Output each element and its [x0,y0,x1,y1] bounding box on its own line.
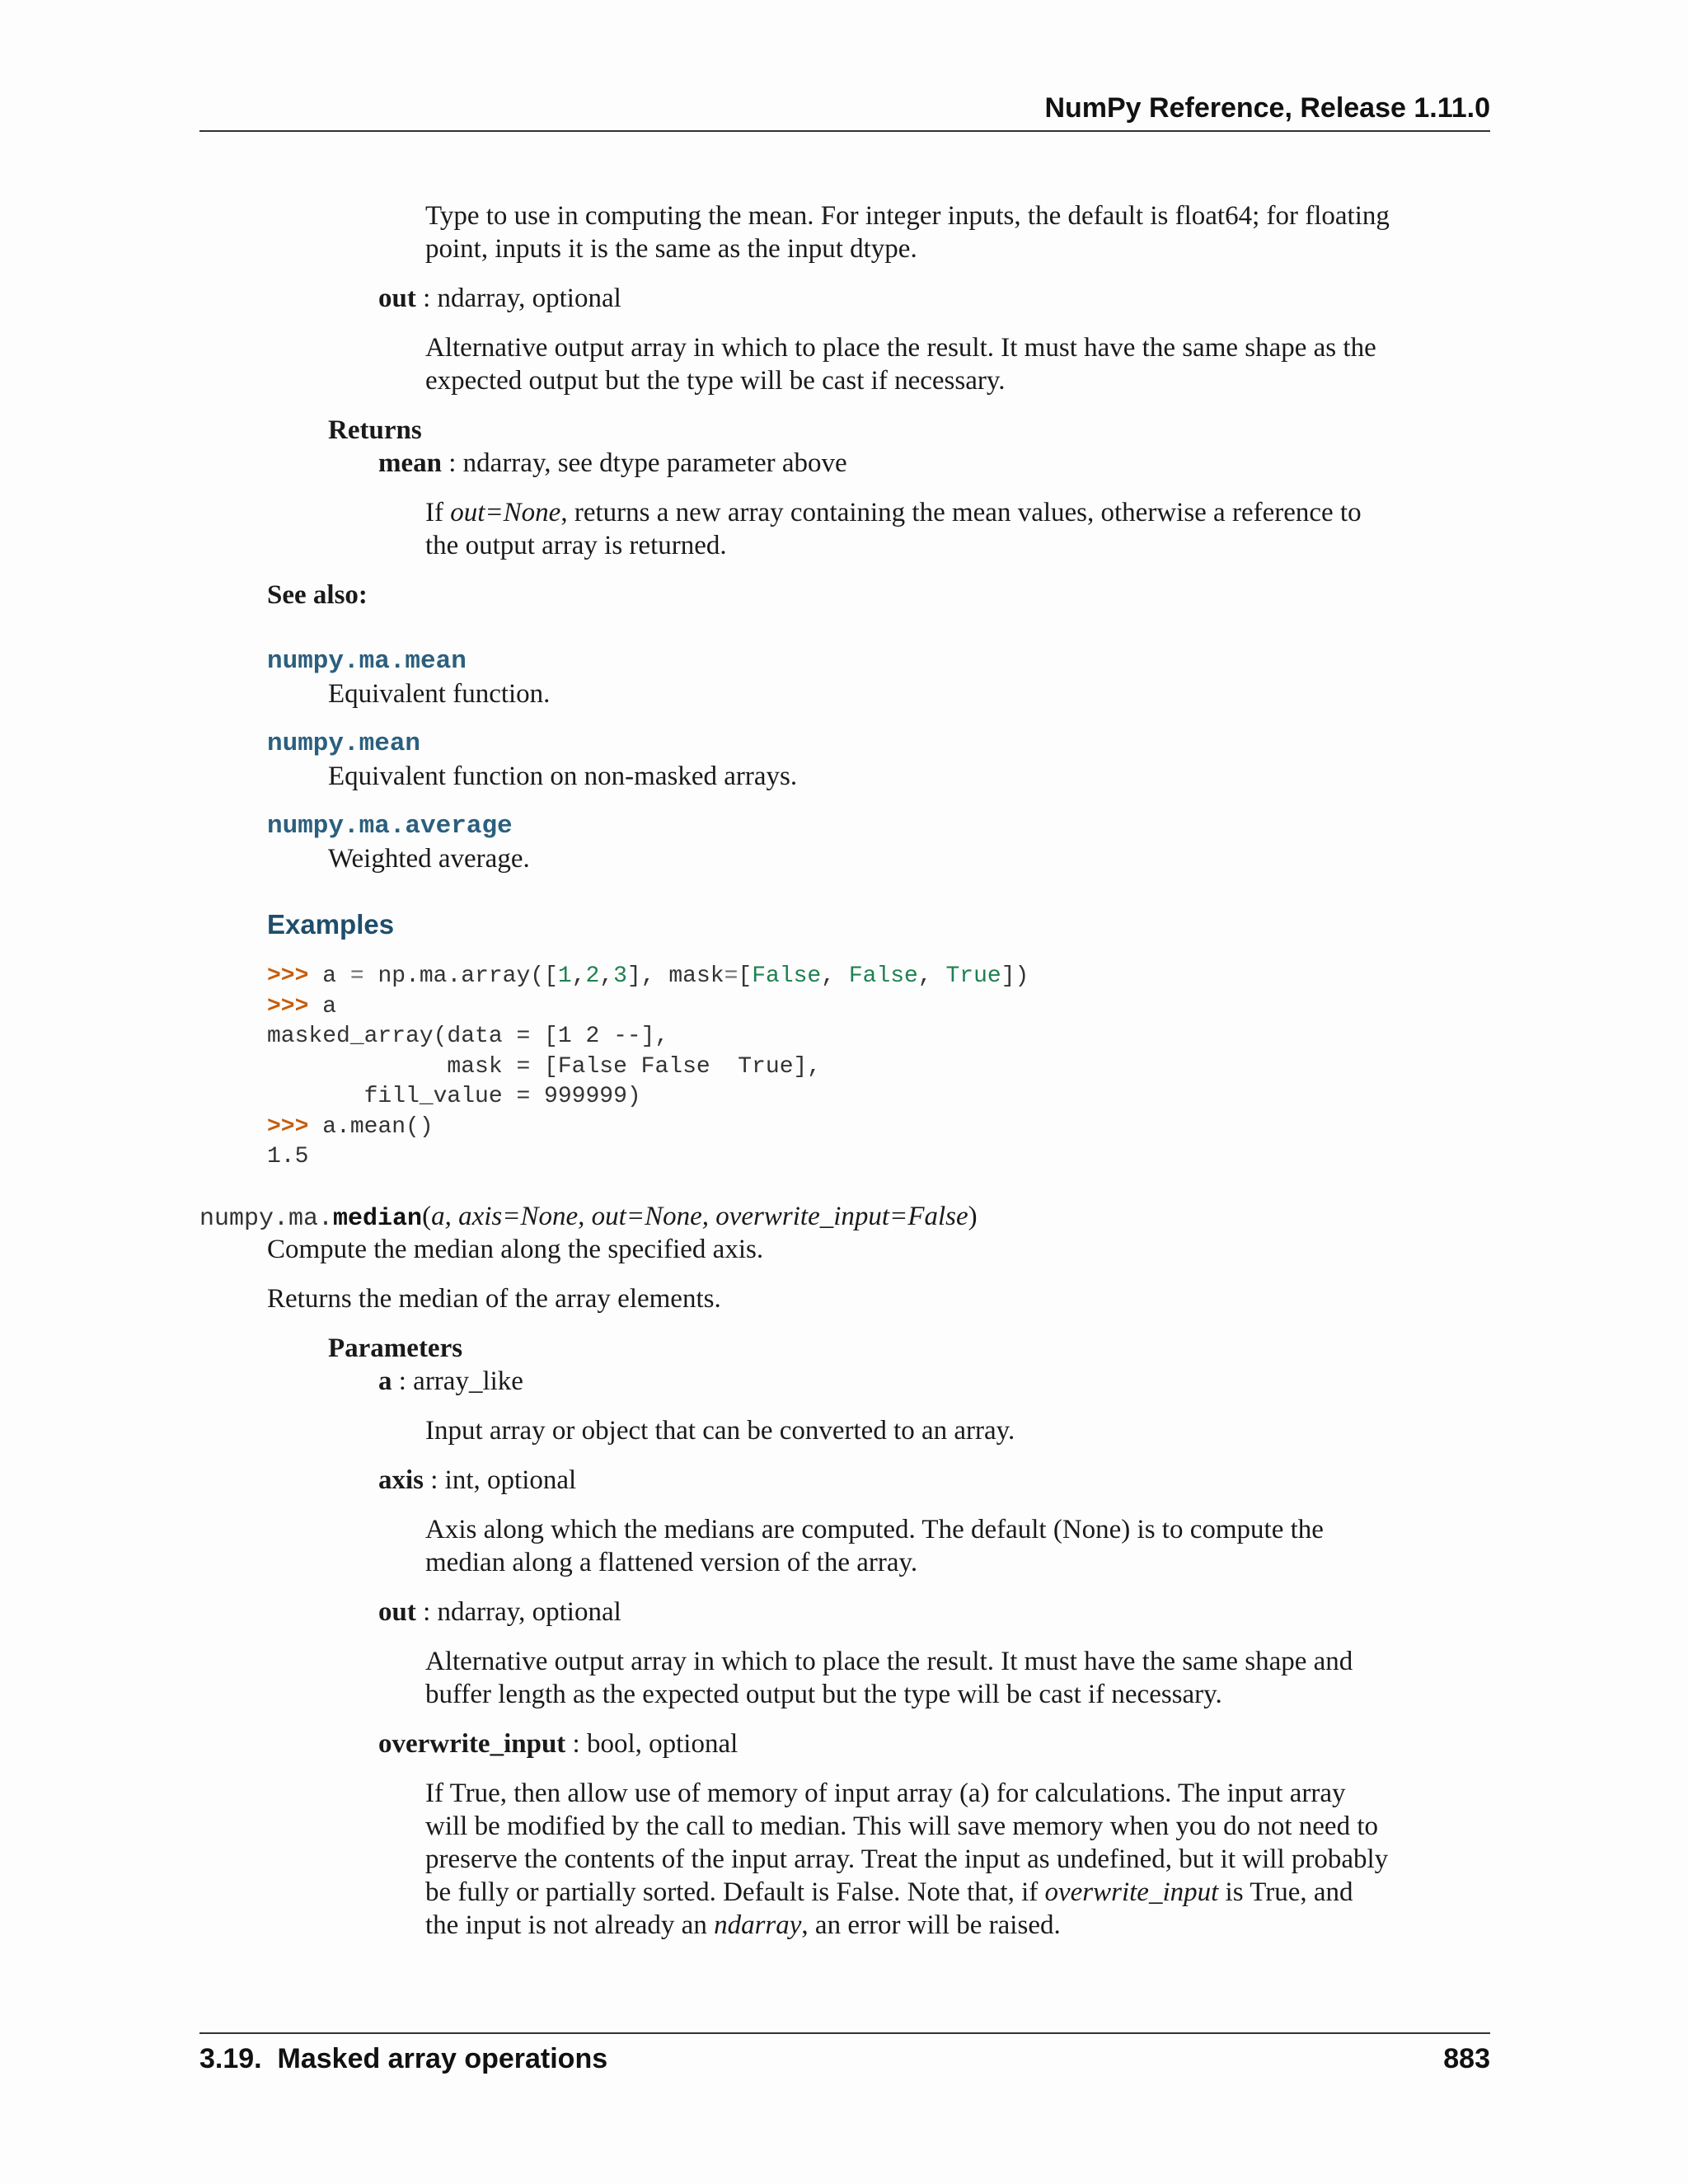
code-output: fill_value = 999999) [267,1084,641,1109]
return-mean-name: mean [378,448,442,478]
example-code-block [267,962,1029,1173]
footer-rule [199,2032,1490,2034]
prompt: >>> [267,1113,309,1140]
see-also-link-ma-mean[interactable]: numpy.ma.mean [267,647,467,676]
parameters-heading-text: Parameters [328,1333,463,1363]
code-keyword: False [848,963,918,989]
param-out [378,284,621,314]
param-axis [378,1465,576,1496]
desc-emphasis: overwrite_input [1044,1877,1219,1907]
param-out-description-1: Alternative output array in which to place the result. It must have the same shape and [425,1647,1353,1676]
median-returns-line: Returns the median of the array elements. [267,1284,721,1314]
code-token: , [917,963,946,989]
param-a-description: Input array or object that can be converted to an array. [425,1416,1015,1446]
param-out-name: out [378,284,416,313]
param-axis-description-1: Axis along which the medians are computed. The default (None) is to compute the [425,1515,1324,1544]
desc-text: is True, and [1218,1877,1353,1907]
return-desc-post: , returns a new array containing the mean values, otherwise a reference to [560,498,1362,527]
code-token: a.mean() [322,1113,434,1140]
see-also-heading-text: See also: [267,580,368,610]
desc-emphasis: ndarray [714,1910,802,1940]
param-overwrite-description-4 [425,1877,1353,1908]
code-token: ], mask [626,963,724,989]
out-description-line-2: expected output but the type will be cast if necessary. [425,366,1006,396]
param-overwrite-description-2: will be modified by the call to median. This will save memory when you do not need to [425,1811,1378,1841]
signature-params: a, axis=None, out=None, overwrite_input=False [431,1202,968,1231]
return-desc-pre: If [425,498,451,527]
code-output: 1.5 [267,1144,309,1169]
code-token: , [571,963,586,989]
parameters-heading [328,1333,462,1364]
median-summary: Compute the median along the specified axis. [267,1235,764,1264]
param-overwrite-input-type: : bool, optional [565,1729,738,1759]
code-number: 3 [613,963,627,989]
return-description-line-2: the output array is returned. [425,531,727,560]
return-mean [378,448,847,479]
param-overwrite-input-name: overwrite_input [378,1729,566,1759]
code-token: np.ma.array([ [363,963,558,989]
param-overwrite-description-1: If True, then allow use of memory of input array (a) for calculations. The input array [425,1779,1346,1808]
prompt: >>> [267,993,309,1019]
code-output: masked_array(data = [1 2 --], [267,1024,669,1049]
param-out-type: : ndarray, optional [415,1597,621,1627]
signature-paren: ) [968,1202,978,1231]
return-desc-em: out=None [450,498,561,527]
code-token: a [322,993,337,1019]
code-token: , [599,963,614,989]
median-signature [199,1202,978,1233]
signature-module: numpy.ma. [199,1205,334,1233]
see-also-desc-ma-mean: Equivalent function. [328,679,551,709]
param-out-type: : ndarray, optional [415,284,621,313]
signature-paren: ( [422,1202,432,1231]
param-overwrite-input [378,1729,738,1760]
returns-heading [328,415,422,446]
signature-name: median [333,1205,423,1233]
page-header-title: NumPy Reference, Release 1.11.0 [1044,92,1490,124]
param-a-type: : array_like [392,1366,523,1396]
desc-text: be fully or partially sorted. Default is False. Note that, if [425,1877,1045,1907]
code-output: mask = [False False True], [267,1053,822,1080]
code-token: , [821,963,849,989]
out-description-line-1: Alternative output array in which to place the result. It must have the same shape as the [425,333,1376,363]
param-overwrite-description-3: preserve the contents of the input array. Treat the input as undefined, but it will probably [425,1844,1389,1874]
see-also-link-mean[interactable]: numpy.mean [267,729,421,758]
code-token: a [322,963,350,989]
code-keyword: True [945,963,1001,989]
code-operator: = [724,963,738,989]
code-number: 2 [585,963,600,989]
prompt: >>> [267,963,309,989]
param-a-name: a [378,1366,392,1396]
code-token: ]) [1001,963,1029,989]
return-description-line-1 [425,498,1362,528]
examples-heading: Examples [267,909,395,940]
code-operator: = [349,963,364,989]
param-overwrite-description-5 [425,1910,1061,1941]
desc-text: , an error will be raised. [801,1910,1061,1940]
see-also-heading [267,580,368,611]
see-also-link-ma-average[interactable]: numpy.ma.average [267,812,513,841]
param-axis-type: : int, optional [424,1465,577,1495]
param-out-description-2: buffer length as the expected output but the type will be cast if necessary. [425,1680,1222,1709]
header-rule [199,130,1490,132]
footer-page-number: 883 [1443,2043,1490,2074]
dtype-description-line-2: point, inputs it is the same as the input dtype. [425,234,917,264]
code-token: [ [738,963,753,989]
footer-section-title: 3.19. Masked array operations [199,2043,608,2074]
param-axis-name: axis [378,1465,424,1495]
param-out-name: out [378,1597,416,1627]
code-number: 1 [557,963,572,989]
param-a [378,1366,523,1397]
return-mean-type: : ndarray, see dtype parameter above [442,448,847,478]
dtype-description-line-1: Type to use in computing the mean. For integer inputs, the default is float64; for floating [425,201,1390,231]
returns-heading-text: Returns [328,415,422,445]
param-out-median [378,1597,621,1628]
param-axis-description-2: median along a flattened version of the array. [425,1548,918,1577]
code-keyword: False [752,963,822,989]
see-also-desc-mean: Equivalent function on non-masked arrays. [328,762,798,791]
desc-text: the input is not already an [425,1910,715,1940]
see-also-desc-ma-average: Weighted average. [328,844,530,874]
